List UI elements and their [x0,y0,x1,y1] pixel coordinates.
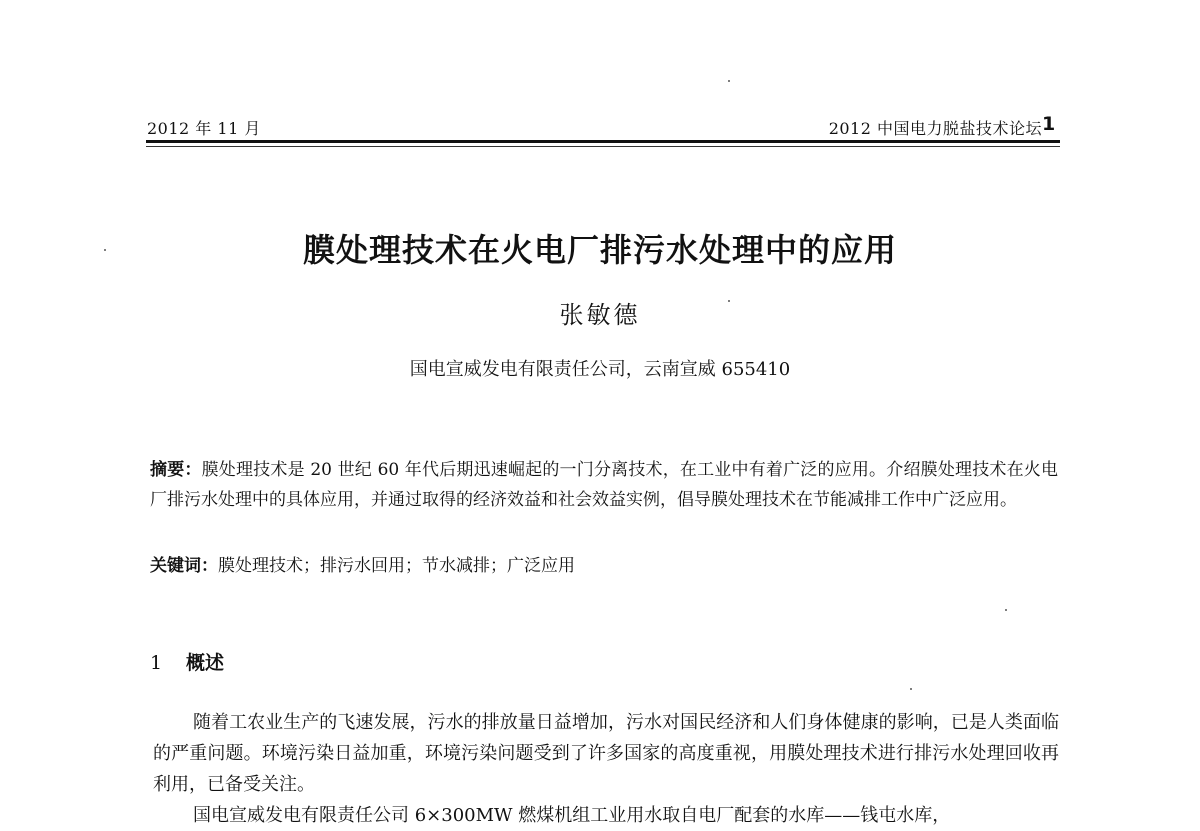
scan-speck [104,249,106,251]
abstract-label: 摘要： [150,460,202,480]
paper-title: 膜处理技术在火电厂排污水处理中的应用 [302,231,897,269]
scan-speck [1005,609,1007,611]
keywords-label: 关键词： [150,556,218,576]
keywords-text: 膜处理技术；排污水回用；节水减排；广泛应用 [218,556,575,576]
header-journal: 2012 中国电力脱盐技术论坛 [828,119,1042,138]
scan-speck [728,80,730,82]
abstract-text: 膜处理技术是 20 世纪 60 年代后期迅速崛起的一门分离技术，在工业中有着广泛的应用。介绍膜处理技术在火电厂排污水处理中的具体应用，并通过取得的经济效益和社会效益实例，倡导膜处理技术在节能减排工作中广泛应用。 [150,460,1058,510]
abstract [150,455,1058,515]
body-paragraph-2: 国电宣威发电有限责任公司 6×300MW 燃煤机组工业用水取自电厂配套的水库——钱屯水库， [193,805,951,826]
scan-speck [728,300,730,302]
keywords [150,551,1058,581]
scan-speck [910,688,912,690]
section-number: 1 [150,652,163,674]
body-paragraph-1: 随着工农业生产的飞速发展，污水的排放量日益增加，污水对国民经济和人们身体健康的影响，已是人类面临的严重问题。环境污染日益加重，环境污染问题受到了许多国家的高度重视，用膜处理技术进行排污水处理回收再利用，已备受关注。 [153,712,1059,795]
header-rule-thick [146,140,1060,143]
paper-affiliation: 国电宣威发电有限责任公司，云南宣威 655410 [409,359,791,380]
section-heading [150,648,224,675]
header-rule-thin [146,146,1060,147]
header-date: 2012 年 11 月 [147,119,261,138]
page-number: 1 [1042,113,1056,135]
paper-author: 张敏德 [559,301,641,329]
section-title: 概述 [186,652,225,674]
